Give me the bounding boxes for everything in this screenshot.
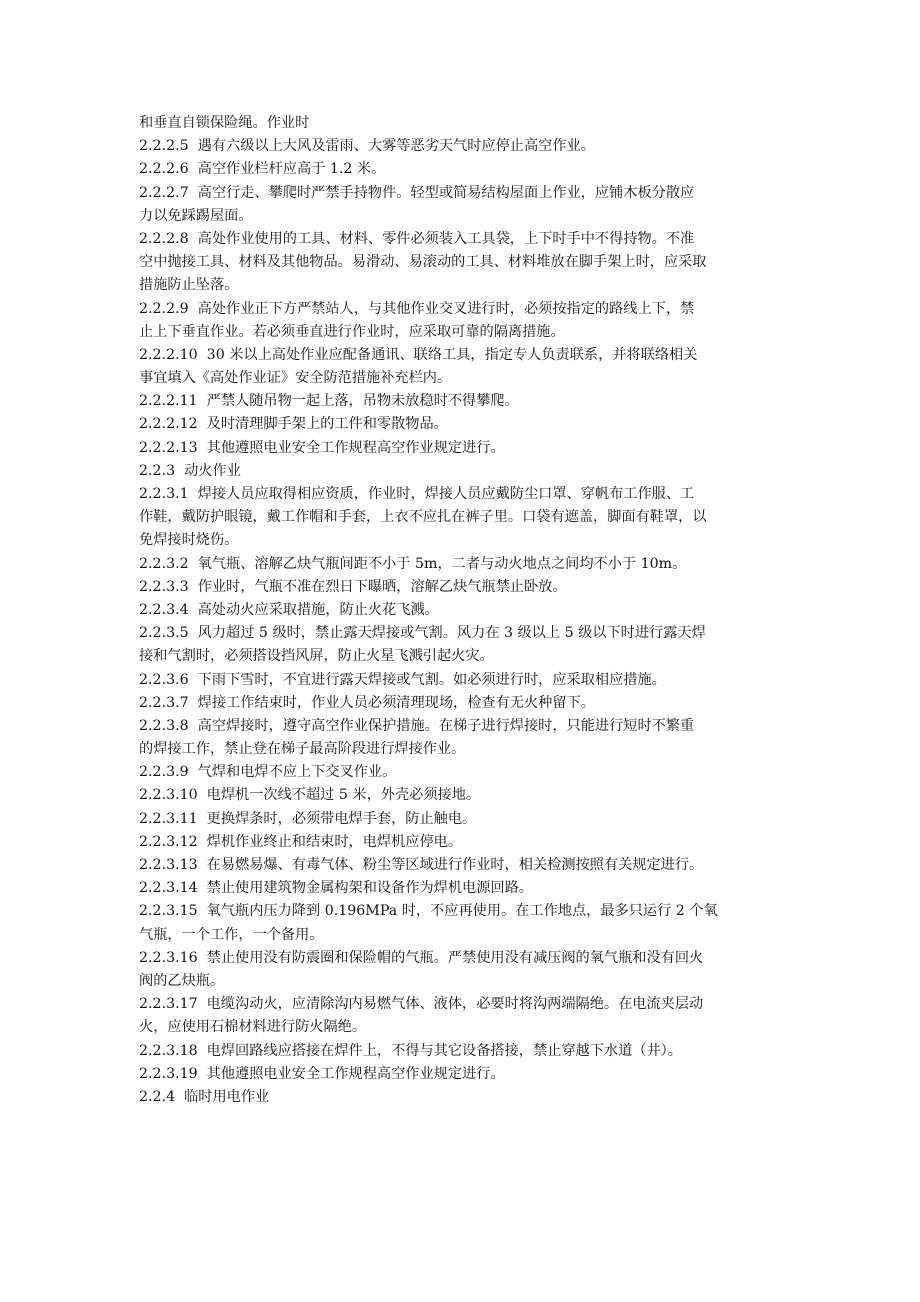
text-line: 2.2.3 动火作业 bbox=[139, 462, 241, 479]
text-line: 2.2.3.5 风力超过 5 级时，禁止露天焊接或气割。风力在 3 级以上 5 级以下时进行露天焊 bbox=[139, 625, 706, 642]
text-line: 气瓶，一个工作，一个备用。 bbox=[139, 926, 324, 943]
text-line: 免焊接时烧伤。 bbox=[139, 532, 239, 549]
text-line: 2.2.3.1 焊接人员应取得相应资质，作业时，焊接人员应戴防尘口罩、穿帆布工作服、工 bbox=[139, 486, 695, 502]
text-line: 2.2.3.4 高处动火应采取措施，防止火花飞溅。 bbox=[139, 601, 439, 618]
text-line: 2.2.3.12 焊机作业终止和结束时，电焊机应停电。 bbox=[139, 833, 463, 850]
text-line: 2.2.2.7 高空行走、攀爬时严禁手持物件。轻型或简易结构屋面上作业，应铺木板分散应 bbox=[139, 184, 695, 201]
text-line: 2.2.3.6 下雨下雪时，不宜进行露天焊接或气割。如必须进行时，应采取相应措施。 bbox=[139, 671, 666, 688]
text-line: 2.2.2.12 及时清理脚手架上的工件和零散物品。 bbox=[139, 416, 448, 433]
text-line: 2.2.3.16 禁止使用没有防震圈和保险帽的气瓶。严禁使用没有减压阀的氧气瓶和没有回火 bbox=[139, 949, 704, 966]
text-line: 接和气割时，必须搭设挡风屏，防止火星飞溅引起火灾。 bbox=[139, 648, 494, 665]
text-line: 2.2.2.9 高处作业正下方严禁站人，与其他作业交叉进行时，必须按指定的路线上下，禁 bbox=[139, 300, 695, 317]
text-line: 2.2.3.7 焊接工作结束时，作业人员必须清理现场，检查有无火种留下。 bbox=[139, 694, 595, 711]
text-line: 2.2.3.14 禁止使用建筑物金属构架和设备作为焊机电源回路。 bbox=[139, 880, 533, 897]
text-line: 2.2.3.8 高空焊接时，遵守高空作业保护措施。在梯子进行焊接时，只能进行短时不繁重 bbox=[139, 717, 695, 734]
text-line: 2.2.2.5 遇有六级以上大风及雷雨、大雾等恶劣天气时应停止高空作业。 bbox=[139, 138, 595, 155]
text-line: 2.2.3.17 电缆沟动火，应清除沟内易燃气体、液体，必要时将沟两端隔绝。在电流夹层动 bbox=[139, 996, 704, 1013]
text-line: 2.2.2.8 高处作业使用的工具、材料、零件必须装入工具袋，上下时手中不得持物。不准 bbox=[139, 230, 695, 247]
text-line: 2.2.3.15 氧气瓶内压力降到 0.196MPa 时，不应再使用。在工作地点，最多只运行 2 个氧 bbox=[139, 903, 718, 920]
text-line: 2.2.3.19 其他遵照电业安全工作规程高空作业规定进行。 bbox=[139, 1065, 505, 1082]
text-line: 空中抛接工具、材料及其他物品。易滑动、易滚动的工具、材料堆放在脚手架上时，应采取 bbox=[139, 254, 707, 271]
text-line: 2.2.4 临时用电作业 bbox=[139, 1088, 270, 1105]
text-line: 措施防止坠落。 bbox=[139, 277, 239, 294]
text-line: 2.2.2.10 30 米以上高处作业应配备通讯、联络工具，指定专人负责联系，并将联络相关 bbox=[139, 346, 698, 363]
text-line: 2.2.3.13 在易燃易爆、有毒气体、粉尘等区域进行作业时，相关检测按照有关规定进行。 bbox=[139, 857, 704, 873]
text-line: 的焊接工作，禁止登在梯子最高阶段进行焊接作业。 bbox=[139, 741, 466, 758]
text-line: 作鞋，戴防护眼镜，戴工作帽和手套，上衣不应扎在裤子里。口袋有遮盖，脚面有鞋罩，以 bbox=[139, 509, 707, 526]
text-line: 2.2.2.11 严禁人随吊物一起上落，吊物未放稳时不得攀爬。 bbox=[139, 393, 519, 410]
text-line: 2.2.3.2 氧气瓶、溶解乙炔气瓶间距不小于 5m，二者与动火地点之间均不小于 10m。 bbox=[139, 555, 687, 572]
text-line: 事宜填入《高处作业证》安全防范措施补充栏内。 bbox=[139, 370, 452, 387]
text-line: 止上下垂直作业。若必须垂直进行作业时，应采取可靠的隔离措施。 bbox=[139, 323, 565, 340]
text-line: 力以免踩踢屋面。 bbox=[139, 207, 253, 224]
text-line: 2.2.3.11 更换焊条时，必须带电焊手套，防止触电。 bbox=[139, 810, 477, 827]
document-page bbox=[139, 112, 799, 1109]
text-line: 2.2.3.10 电焊机一次线不超过 5 米，外壳必须接地。 bbox=[139, 787, 481, 804]
text-line: 和垂直自锁保险绳。作业时 bbox=[139, 115, 310, 131]
text-line: 2.2.3.9 气焊和电焊不应上下交叉作业。 bbox=[139, 764, 397, 781]
text-line: 2.2.3.3 作业时，气瓶不准在烈日下曝晒，溶解乙炔气瓶禁止卧放。 bbox=[139, 578, 567, 595]
text-line: 阀的乙炔瓶。 bbox=[139, 972, 225, 989]
text-line: 2.2.3.18 电焊回路线应搭接在焊件上，不得与其它设备搭接，禁止穿越下水道（井）。 bbox=[139, 1042, 682, 1059]
text-line: 火，应使用石棉材料进行防火隔绝。 bbox=[139, 1019, 367, 1036]
text-line: 2.2.2.6 高空作业栏杆应高于 1.2 米。 bbox=[139, 161, 386, 178]
text-line: 2.2.2.13 其他遵照电业安全工作规程高空作业规定进行。 bbox=[139, 439, 505, 456]
